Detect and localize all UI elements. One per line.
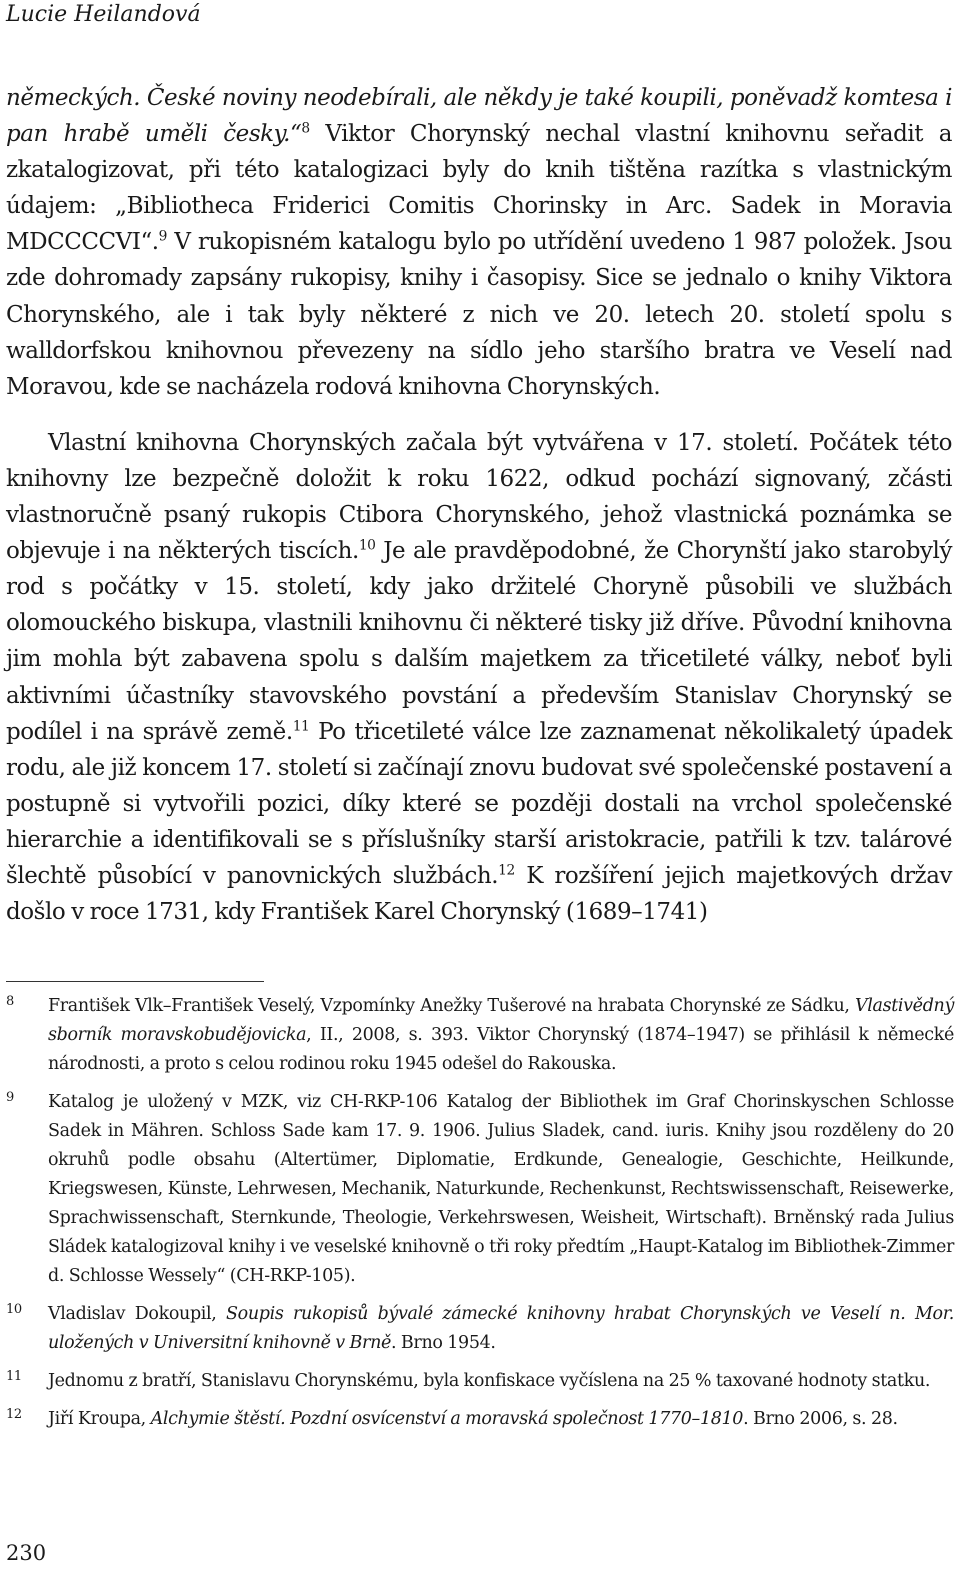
footnote-text: Jednomu z bratří, Stanislavu Chorynskému, byla konfiskace vyčíslena na 25 % taxované hodnoty statku. bbox=[48, 1371, 931, 1391]
footnote-number: 8 bbox=[6, 994, 14, 1009]
footnote-10 bbox=[6, 1300, 954, 1358]
footnote-ref-9[interactable]: 9 bbox=[158, 228, 167, 245]
footnote-12-title: Alchymie štěstí. Pozdní osvícenství a moravská společnost 1770–1810 bbox=[150, 1409, 744, 1429]
footnote-9 bbox=[6, 1088, 954, 1291]
footnote-10-text-b: . Brno 1954. bbox=[391, 1333, 496, 1353]
footnote-11 bbox=[6, 1367, 954, 1396]
footnote-number: 12 bbox=[6, 1407, 22, 1422]
paragraph-1-text-a: Viktor Chorynský nechal vlastní knihovnu seřadit a zkatalogizovat, při této katalogizaci byly do knih tištěna razítka s vlastnickým údajem: „Bibliotheca Friderici Comitis Chorinsky in Arc. Sadek in Moravia MDCCCCVI“. bbox=[6, 121, 953, 256]
footnote-12-text-a: Jiří Kroupa, bbox=[48, 1409, 151, 1429]
footnote-ref-8[interactable]: 8 bbox=[301, 120, 310, 137]
footnote-12-text-b: . Brno 2006, s. 28. bbox=[743, 1409, 898, 1429]
paragraph-2-text-a: Vlastní knihovna Chorynských začala být vytvářena v 17. století. Počátek této knihovny lze bezpečně doložit k roku 1622, odkud pochází signovaný, zčásti vlastnoručně psaný rukopis Ctibora Chorynského, jehož vlastnická poznámka se objevuje i na některých tiscích. bbox=[6, 429, 952, 565]
main-text bbox=[6, 80, 952, 930]
paragraph-2-text-b: Je ale pravděpodobné, že Chorynští jako starobylý rod s počátky v 15. století, kdy jako držitelé Choryně působili ve službách olomouckého biskupa, vlastnili knihovnu či některé tisky již dříve. Původní knihovna jim mohla být zabavena spolu s dalším majetkem za třicetileté války, neboť byli aktivními účastníky stavovského povstání a především Stanislav Chorynský se podílel i na správě země. bbox=[6, 538, 953, 745]
footnote-text bbox=[48, 992, 954, 1079]
paragraph-2-text-c: Po třicetileté válce lze zaznamenat několikaletý úpadek rodu, ale již koncem 17. století si začínají znovu budovat své společenské postavení a postupně si vytvořili pozici, díky které se později dostali na vrchol společenské hierarchie a identifikovali se s příslušníky starší aristokracie, patřili k tzv. talárové šlechtě působící v panovnických službách. bbox=[6, 718, 952, 889]
footnotes bbox=[6, 992, 954, 1443]
paragraph-2-text-d: K rozšíření jejich majetkových držav došlo v roce 1731, kdy František Karel Chorynský (1689–1741) bbox=[6, 862, 953, 926]
paragraph-1-text-b: V rukopisném katalogu bylo po utřídění uvedeno 1 987 položek. Jsou zde dohromady zapsány rukopisy, knihy i časopisy. Sice se jednalo o knihy Viktora Chorynského, ale i tak byly některé z nich ve 20. letech 20. století spolu s walldorfskou knihovnou převezeny na sídlo jeho staršího bratra ve Veselí nad Moravou, kde se nacházela rodová knihovna Chorynských. bbox=[6, 229, 952, 400]
footnote-text: Katalog je uložený v MZK, viz CH-RKP-106 Katalog der Bibliothek im Graf Chorinskyschen Schlosse Sadek in Mähren. Schloss Sade kam 17. 9. 1906. Julius Sladek, cand. iuris. Knihy jsou rozděleny do 20 okruhů podle obsahu (Altertümer, Diplomatie, Erdkunde, Genealogie, Geschichte, Heilkunde, Kriegswesen, Künste, Lehrwesen, Mechanik, Naturkunde, Rechenkunst, Rechtswissenschaft, Reisewerke, Sprachwissenschaft, Sternkunde, Theologie, Verkehrswesen, Weisheit, Wirtschaft). Brněnský rada Julius Sládek katalogizoval knihy i ve veselské knihovně o tři roky předtím „Haupt-Katalog im Bibliothek-Zimmer d. Schlosse Wessely“ (CH-RKP-105). bbox=[48, 1092, 954, 1286]
quote-italic: německých. České noviny neodebírali, ale někdy je také koupili, poněvadž komtesa i pan hrabě uměli česky.“ bbox=[6, 85, 952, 148]
running-header-author: Lucie Heilandová bbox=[6, 2, 201, 27]
footnote-10-text-a: Vladislav Dokoupil, bbox=[48, 1304, 227, 1324]
footnote-number: 9 bbox=[6, 1090, 14, 1105]
footnote-text bbox=[48, 1405, 954, 1434]
footnote-number: 11 bbox=[6, 1369, 22, 1384]
footnote-separator bbox=[6, 981, 264, 982]
page-number: 230 bbox=[6, 1541, 47, 1565]
footnote-12 bbox=[6, 1405, 954, 1434]
paragraph-1 bbox=[6, 80, 952, 405]
paragraph-2 bbox=[6, 425, 952, 930]
footnote-number: 10 bbox=[6, 1302, 22, 1317]
footnote-text bbox=[48, 1300, 954, 1358]
footnote-ref-11[interactable]: 11 bbox=[292, 717, 310, 734]
footnote-10-title: Soupis rukopisů bývalé zámecké knihovny hrabat Chorynských ve Veselí n. Mor. uložených v Universitní knihovně v Brně bbox=[48, 1304, 955, 1353]
footnote-8 bbox=[6, 992, 954, 1079]
footnote-8-text-b: , II., 2008, s. 393. Viktor Chorynský (1874–1947) se přihlásil k německé národnosti, a proto s celou rodinou roku 1945 odešel do Rakouska. bbox=[48, 1025, 955, 1074]
footnote-ref-12[interactable]: 12 bbox=[498, 862, 515, 879]
footnote-ref-10[interactable]: 10 bbox=[358, 537, 376, 554]
footnote-8-text-a: František Vlk–František Veselý, Vzpomínky Anežky Tušerové na hrabata Chorynské ze Sádku, bbox=[48, 996, 855, 1016]
footnote-8-title: Vlastivědný sborník moravskobudějovicka bbox=[48, 996, 954, 1045]
